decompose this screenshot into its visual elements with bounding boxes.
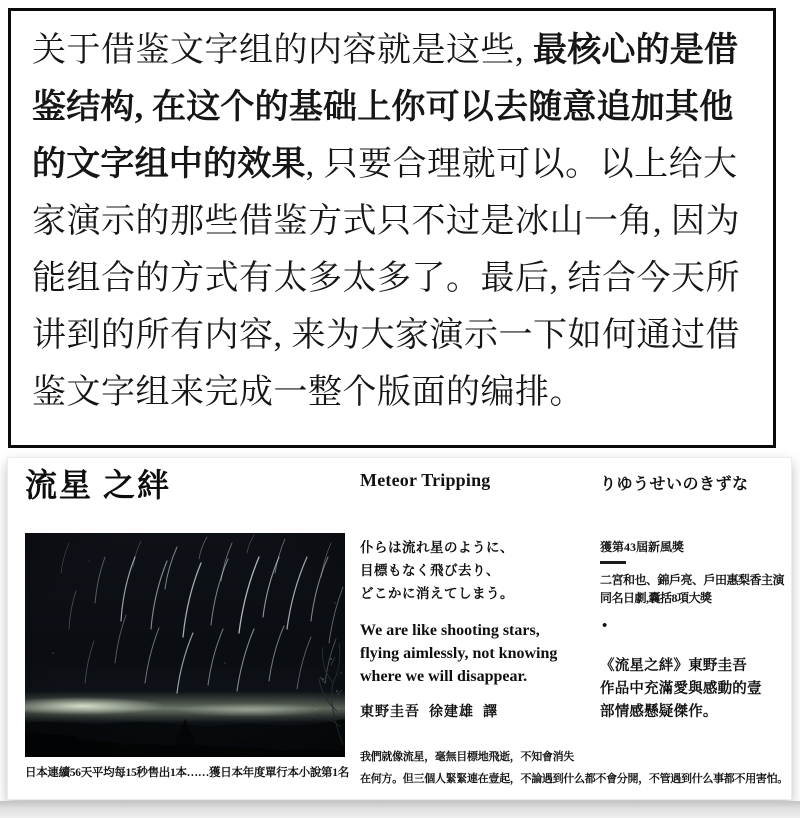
cast-text: [600, 571, 795, 607]
book-blurb-line: 《流星之絆》東野圭吾: [600, 658, 747, 674]
annotation-text-bold: 最核心的是借鉴结构, 在这个的基础上你可以去随意追加其他的文字组中的效果: [32, 32, 739, 183]
quote-japanese: [360, 536, 514, 605]
annotation-text: [32, 22, 757, 421]
book-blurb-line: 作品中充滿愛與感動的壹: [600, 681, 762, 697]
poster-title-kana: りゆうせいのきずな: [600, 476, 749, 493]
photo-caption: 日本連續56天平均每15秒售出1本……獲日本年度單行本小說第1名: [25, 767, 349, 779]
quote-english: [360, 619, 557, 688]
quote-japanese-line: どこかに消えてしまう。: [360, 586, 514, 601]
book-blurb-line: 部情感懸疑傑作。: [600, 704, 718, 720]
cast-line: 二宮和也、錦戶亮、戶田惠梨香主演: [600, 573, 785, 587]
bullet-dot: •: [602, 618, 608, 634]
tagline-line: 我們就像流星，毫無目標地飛逝，不知會消失: [360, 751, 574, 763]
tagline-line: 在何方。但三個人緊緊連在壹起，不論遇到什么都不會分開，不管遇到什么事都不用害怕。: [360, 773, 788, 785]
poster-title-cn: 流星 之絆: [25, 467, 172, 503]
cast-line: 同名日劇,囊括8項大獎: [600, 591, 712, 605]
annotation-text-regular-tail: , 只要合理就可以。以上给大家演示的那些借鉴方式只不过是冰山一角, 因为能组合的方式有太多太多了。最后, 结合今天所讲到的所有内容, 来为大家演示一下如何通过借鉴文字组来完成一整个版面的编排。: [32, 146, 740, 411]
annotation-text-regular-lead: 关于借鉴文字组的内容就是这些,: [32, 32, 533, 69]
quote-english-line: flying aimlessly, not knowing: [360, 645, 558, 662]
night-sky-image: [25, 533, 345, 757]
star-trails-photo: [25, 533, 345, 757]
book-blurb: [600, 655, 800, 724]
quote-english-line: where we will disappear.: [360, 668, 528, 685]
quote-japanese-line: 目標もなく飛び去り、: [360, 563, 500, 578]
poster-title-en: Meteor Tripping: [360, 470, 491, 490]
author-translator-line: 東野圭吾 徐建雄 譯: [360, 705, 498, 720]
annotation-box: [8, 8, 776, 448]
award-text: 獲第43屆新風獎: [600, 540, 685, 554]
award-divider-dash: [600, 561, 626, 564]
page-bottom-shadow: [0, 801, 800, 818]
tagline-text: [360, 746, 800, 790]
quote-english-line: We are like shooting stars,: [360, 622, 540, 639]
poster-card: [8, 458, 791, 799]
quote-japanese-line: 仆らは流れ星のように、: [360, 540, 514, 555]
